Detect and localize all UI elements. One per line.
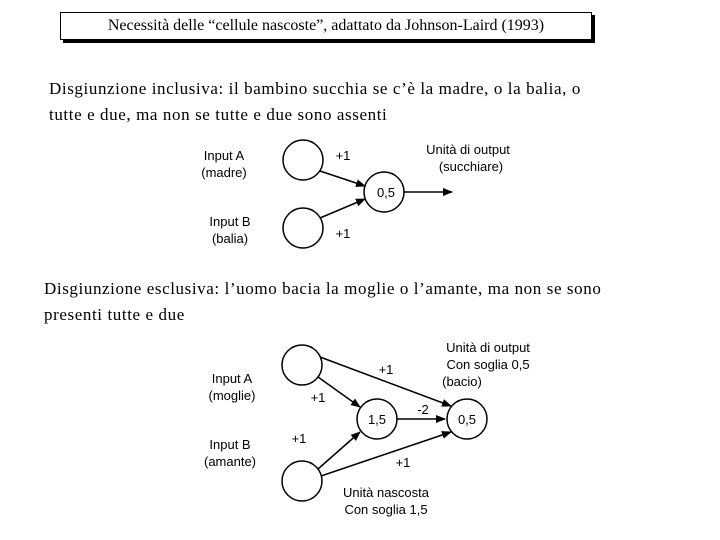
inclusive-edge-b — [320, 199, 365, 218]
exclusive-output-sublabel: (bacio) — [442, 374, 482, 389]
inclusive-edge-a — [320, 171, 365, 186]
exclusive-input-b-node — [282, 461, 322, 501]
exclusive-network — [204, 340, 530, 517]
exclusive-weight-a-output: +1 — [378, 362, 394, 377]
inclusive-output-label: Unità di output — [426, 142, 510, 157]
exclusive-hidden-label: Unità nascosta — [343, 485, 429, 500]
exclusive-input-a-sublabel: (moglie) — [208, 388, 256, 403]
exclusive-edge-b-hidden — [318, 432, 360, 469]
exclusive-edge-b-output — [321, 432, 451, 476]
inclusive-heading-line2: tutte e due, ma non se tutte e due sono assenti — [49, 105, 388, 124]
inclusive-input-b-label: Input B — [209, 214, 251, 229]
exclusive-hidden-threshold: 1,5 — [367, 412, 387, 427]
exclusive-input-a-label: Input A — [211, 371, 253, 386]
inclusive-threshold: 0,5 — [376, 185, 396, 200]
inclusive-heading-line1: Disgiunzione inclusiva: il bambino succhia se c’è la madre, o la balia, o — [49, 79, 581, 98]
exclusive-weight-a-hidden: +1 — [310, 390, 326, 405]
exclusive-heading-line2: presenti tutte e due — [44, 305, 185, 324]
exclusive-heading-line1: Disgiunzione esclusiva: l’uomo bacia la moglie o l’amante, ma non se sono — [44, 279, 602, 298]
exclusive-weight-b-hidden: +1 — [291, 431, 307, 446]
inclusive-input-a-node — [283, 140, 323, 180]
inclusive-input-b-sublabel: (balia) — [211, 231, 249, 246]
exclusive-input-a-node — [282, 345, 322, 385]
inclusive-input-b-node — [283, 208, 323, 248]
exclusive-output-threshold-label: Con soglia 0,5 — [446, 357, 530, 372]
exclusive-input-b-label: Input B — [209, 437, 251, 452]
inclusive-network — [201, 140, 510, 248]
inclusive-weight-b: +1 — [335, 226, 351, 241]
inclusive-input-a-label: Input A — [203, 148, 245, 163]
exclusive-weight-b-output: +1 — [395, 455, 411, 470]
page-title: Necessità delle “cellule nascoste”, adattato da Johnson-Laird (1993) — [107, 17, 545, 34]
exclusive-output-threshold: 0,5 — [457, 412, 477, 427]
inclusive-output-sublabel: (succhiare) — [438, 159, 504, 174]
exclusive-weight-hidden-output: -2 — [417, 402, 429, 417]
exclusive-hidden-threshold-label: Con soglia 1,5 — [344, 502, 428, 517]
inclusive-input-a-sublabel: (madre) — [201, 165, 247, 180]
inclusive-weight-a: +1 — [335, 148, 351, 163]
exclusive-output-label: Unità di output — [446, 340, 530, 355]
exclusive-input-b-sublabel: (amante) — [203, 454, 257, 469]
